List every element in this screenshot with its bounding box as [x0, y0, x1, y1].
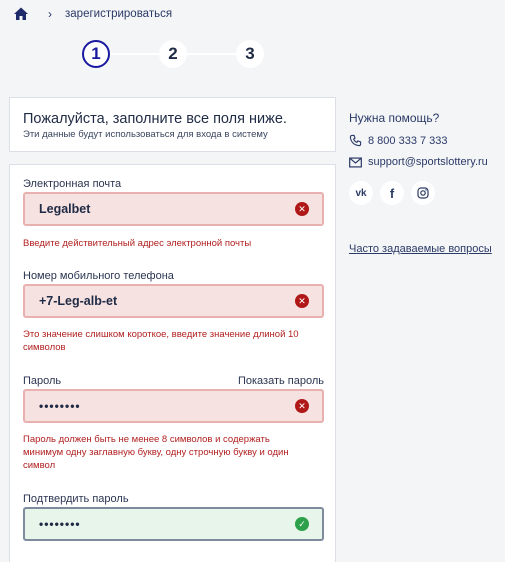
error-icon: ✕: [295, 202, 309, 216]
email-error: Введите действительный адрес электронной почты: [23, 238, 252, 249]
check-icon: ✓: [295, 517, 309, 531]
help-phone[interactable]: [349, 134, 505, 147]
confirm-password-field[interactable]: [23, 507, 324, 541]
phone-value: +7-Leg-alb-et: [39, 294, 118, 308]
phone-field[interactable]: [23, 284, 324, 318]
password-error-line: Пароль должен быть не менее 8 символов и содержать: [23, 434, 270, 445]
help-email[interactable]: [349, 156, 505, 168]
phone-icon: [349, 134, 362, 147]
step-2: 2: [159, 40, 187, 68]
password-error-line: символ: [23, 460, 56, 471]
stepper: [82, 40, 264, 68]
breadcrumb-current: зарегистрироваться: [65, 8, 173, 20]
intro-panel: [9, 97, 336, 152]
faq-link[interactable]: Часто задаваемые вопросы: [349, 243, 492, 255]
error-icon: ✕: [295, 294, 309, 308]
email-value: Legalbet: [39, 202, 91, 216]
vk-icon[interactable]: vk: [349, 181, 373, 205]
help-phone-number: 8 800 333 7 333: [368, 134, 448, 147]
password-value: ••••••••: [39, 399, 81, 413]
mail-icon: [349, 157, 362, 168]
breadcrumb: [13, 6, 172, 22]
confirm-password-value: ••••••••: [39, 517, 81, 531]
error-icon: ✕: [295, 399, 309, 413]
registration-form: [9, 164, 336, 562]
password-error-line: минимум одну заглавную букву, одну строчную букву и один: [23, 447, 289, 458]
email-field[interactable]: [23, 192, 324, 226]
phone-error-line: Это значение слишком короткое, введите значение длиной 10: [23, 329, 299, 340]
confirm-password-label: Подтвердить пароль: [23, 493, 129, 505]
phone-label: Номер мобильного телефона: [23, 270, 174, 282]
email-label: Электронная почта: [23, 178, 122, 190]
step-3: 3: [236, 40, 264, 68]
phone-error: [23, 328, 328, 354]
password-error: [23, 433, 328, 472]
help-title: Нужна помощь?: [349, 111, 440, 125]
intro-title: Пожалуйста, заполните все поля ниже.: [23, 111, 287, 127]
help-email-address: support@sportslottery.ru: [368, 156, 488, 168]
instagram-icon[interactable]: [411, 181, 435, 205]
show-password-toggle[interactable]: Показать пароль: [237, 375, 324, 387]
home-icon[interactable]: [13, 6, 29, 22]
password-field[interactable]: [23, 389, 324, 423]
step-1: 1: [82, 40, 110, 68]
password-label: Пароль: [23, 375, 62, 387]
social-links: [349, 181, 505, 205]
phone-error-line: символов: [23, 342, 66, 353]
intro-subtitle: Эти данные будут использоваться для входа в систему: [23, 129, 268, 140]
facebook-icon[interactable]: f: [380, 181, 404, 205]
help-panel: [349, 111, 505, 205]
chevron-right-icon: ›: [48, 7, 52, 21]
